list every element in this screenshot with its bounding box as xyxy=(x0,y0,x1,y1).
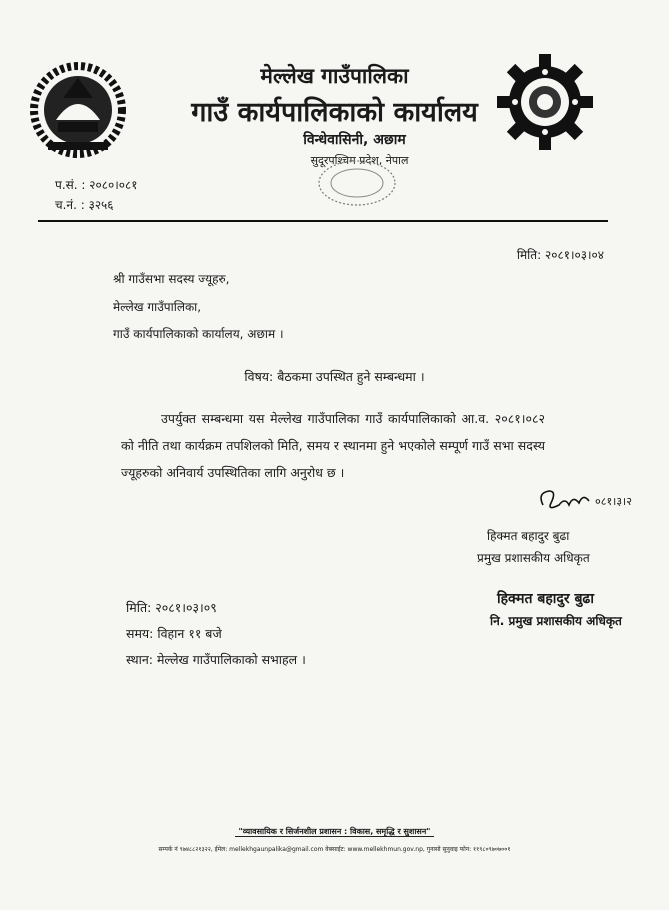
meeting-time: समय: विहान ११ बजे xyxy=(126,626,222,641)
letter-date: मिति: २०८१।०३।०४ xyxy=(516,248,604,262)
recipient-line-2: मेल्लेख गाउँपालिका, xyxy=(113,300,202,314)
body-paragraph: उपर्युक्त सम्बन्धमा यस मेल्लेख गाउँपालिका गाउँ कार्यपालिकाको आ.व. २०८१।०८२ को नीति तथा कार्यक्रम तपशिलको मिति, समय र स्थानमा हुने भएकोले सम्पूर्ण गाउँ सभा सदस्य ज्यूहरुको अनिवार्य उपस्थितिका लागि अनुरोध छ । xyxy=(121,411,545,480)
office-name: गाउँ कार्यपालिकाको कार्यालय xyxy=(191,97,478,128)
reference-number: प.सं. : २०८०।०८१ xyxy=(55,178,138,192)
letter-body xyxy=(121,405,545,486)
municipality-name: मेल्लेख गाउँपालिका xyxy=(260,64,409,88)
signatory-title: प्रमुख प्रशासकीय अधिकृत xyxy=(477,551,590,565)
footer-contact: सम्पर्क नं ९७४८८२१३२२, ईमेल: mellekhgaunpalika@gmail.com वेबसाईट: www.mellekhmun.gov.np, गुनासो सुनुवाइ फोन: ११९८०९७०७००१ xyxy=(158,846,511,853)
recipient-line-3: गाउँ कार्यपालिकाको कार्यालय, अछाम । xyxy=(113,327,284,341)
signatory-name: हिक्मत बहादुर बुढा xyxy=(487,529,570,543)
meeting-place: स्थान: मेल्लेख गाउँपालिकाको सभाहल । xyxy=(126,652,306,667)
province-line: सुदूरपश्चिम प्रदेश, नेपाल xyxy=(310,154,409,167)
handwritten-signature xyxy=(535,483,655,517)
meeting-date: मिति: २०८१।०३।०९ xyxy=(126,600,217,615)
signature-date: ०८१।३।२ xyxy=(595,495,632,508)
name-stamp: हिक्मत बहादुर बुढा xyxy=(497,591,594,607)
recipient-line-1: श्री गाउँसभा सदस्य ज्यूहरु, xyxy=(113,272,230,286)
letter-subject: विषय: बैठकमा उपस्थित हुने सम्बन्धमा । xyxy=(244,369,425,384)
office-location: विन्धेवासिनी, अछाम xyxy=(303,132,406,148)
office-stamp xyxy=(316,158,398,208)
footer-motto xyxy=(0,826,669,837)
motto-text: "व्यावसायिक र सिर्जनशील प्रशासन : विकास, समृद्धि र सुशासन" xyxy=(235,827,435,837)
designation-stamp: नि. प्रमुख प्रशासकीय अधिकृत xyxy=(490,614,622,628)
dispatch-number: च.नं. : ३२५६ xyxy=(55,198,114,212)
header-divider xyxy=(38,220,608,222)
